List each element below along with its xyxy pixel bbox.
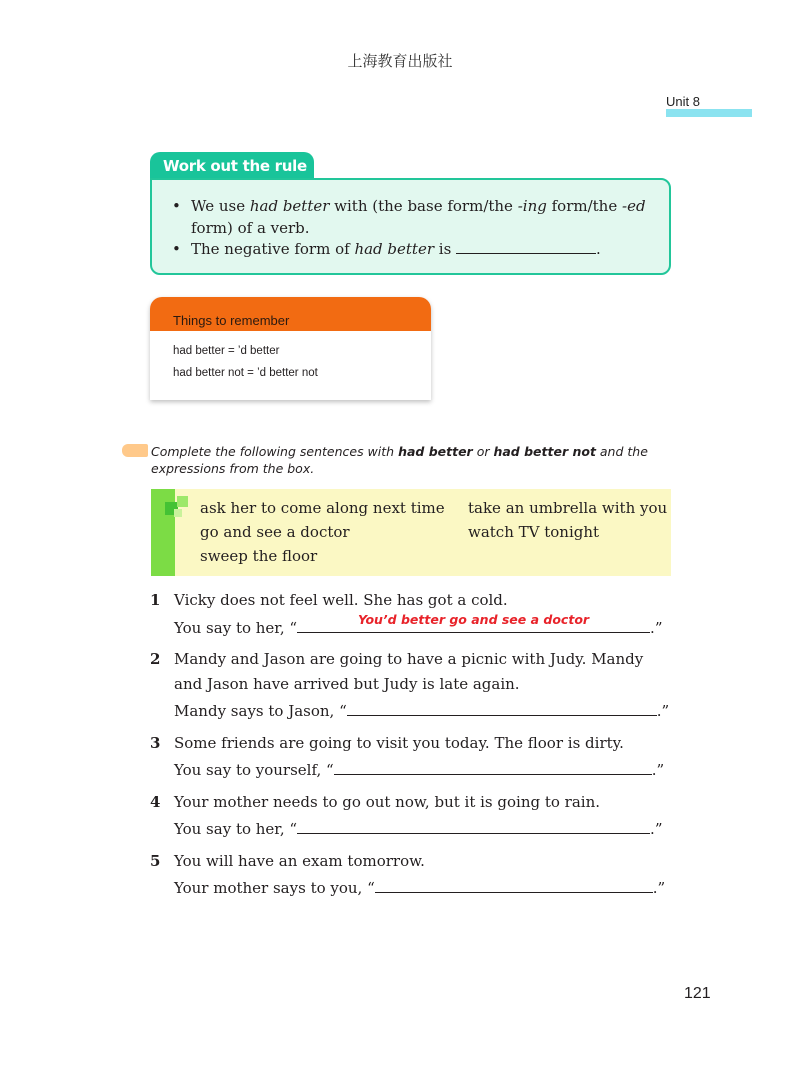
answer-line-4 [174,819,662,838]
expression-item: sweep the floor [200,547,318,565]
remember-line-1: had better = ’d better [173,345,280,357]
instr-text: or [472,444,494,459]
answer-blank[interactable] [334,760,652,775]
rule-text: . [596,240,601,258]
question-5 [150,849,670,874]
remember-card [150,297,431,400]
question-number: 5 [150,852,161,870]
rule-item-1 [172,196,649,239]
rule-emphasis: had better [249,197,330,215]
expression-item: watch TV tonight [468,523,600,541]
answer-line-5 [174,878,665,897]
question-text: Your mother needs to go out now, but it is going to rain. [174,793,601,811]
question-text: Mandy and Jason are going to have a picnic with Judy. Mandy and Jason have arrived but Judy is late again. [174,650,644,693]
remember-line-2: had better not = ’d better not [173,367,318,379]
answer-end: .” [650,619,663,637]
answer-line-1 [174,612,663,637]
instr-text: Complete the following sentences with [151,444,399,459]
rule-text: form) of a verb. [191,218,310,237]
rule-blank[interactable] [456,240,596,254]
rule-text: The negative form of [191,240,355,258]
rule-list [172,196,649,261]
question-text: Vicky does not feel well. She has got a cold. [174,591,508,609]
answer-prompt: Your mother says to you, “ [174,879,375,897]
expression-item: take an umbrella with you [468,499,668,517]
instr-bold: had better [398,444,473,459]
rule-text: with (the base form/the [329,197,518,215]
answer-prompt: You say to yourself, “ [174,761,334,779]
expression-item: ask her to come along next time [200,499,445,517]
question-1 [150,588,670,613]
question-text: You will have an exam tomorrow. [174,852,425,870]
answer-end: .” [656,702,670,720]
answer-blank[interactable] [347,701,657,716]
rule-emphasis: had better [354,240,434,258]
publisher-name: 上海教育出版社 [347,52,453,70]
rule-text: form/the [546,197,622,215]
question-number: 1 [150,591,161,609]
unit-bar [666,109,752,117]
question-3 [150,731,670,756]
rule-emphasis: -ing [517,197,547,215]
answer-end: .” [652,879,666,897]
question-number: 4 [150,793,161,811]
instr-bold: had better not [493,444,596,459]
rule-item-2 [172,239,649,261]
answer-blank[interactable] [297,612,650,633]
decorative-square [174,509,182,517]
rule-text: is [434,240,457,258]
answer-line-2 [174,701,669,720]
answer-blank[interactable] [297,819,650,834]
question-number: 3 [150,734,161,752]
remember-title: Things to remember [150,297,431,331]
exercise-marker [122,444,148,457]
instr-text: and the expressions from the box. [151,444,648,476]
answer-prompt: Mandy says to Jason, “ [174,702,347,720]
rule-emphasis: -ed [622,197,646,215]
rule-box [150,178,671,275]
answer-prompt: You say to her, “ [174,820,298,838]
page-number: 121 [684,985,711,1002]
answer-line-3 [174,760,664,779]
answer-end: .” [650,820,663,838]
exercise-instructions [151,443,651,477]
question-number: 2 [150,650,161,668]
decorative-square [177,496,188,507]
rule-text: We use [191,197,250,215]
question-text: Some friends are going to visit you today. The floor is dirty. [174,734,624,752]
rule-box-title: Work out the rule [150,152,314,180]
answer-prompt: You say to her, “ [174,619,298,637]
answer-end: .” [651,761,665,779]
handwritten-answer: You’d better go and see a doctor [358,612,590,627]
unit-label: Unit 8 [666,94,700,109]
expression-item: go and see a doctor [200,523,350,541]
question-4 [150,790,670,815]
answer-blank[interactable] [375,878,653,893]
question-2 [150,647,670,697]
